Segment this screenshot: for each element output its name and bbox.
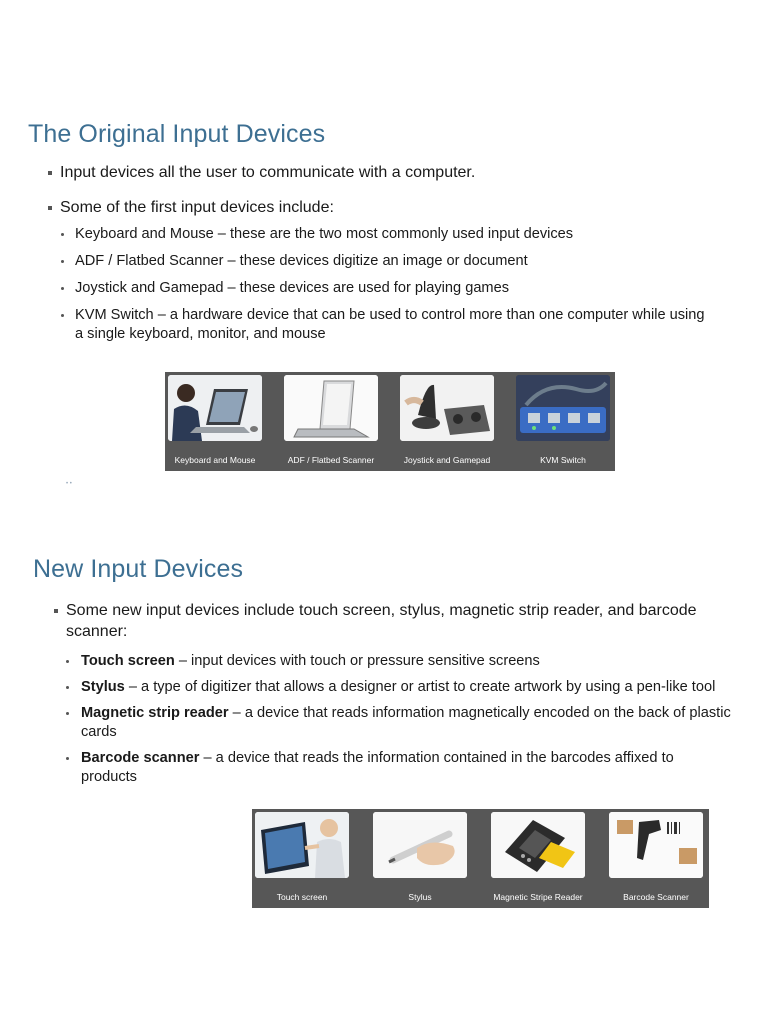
- stylus-tile: [373, 812, 467, 905]
- section-new-input-devices: [0, 555, 768, 787]
- magnetic-reader-tile: [491, 812, 585, 905]
- square-bullet-icon: [48, 206, 52, 210]
- sub-bullet-item: Stylus – a type of digitizer that allows a designer or artist to create artwork by using a pen-like tool: [0, 678, 716, 697]
- caption: Barcode Scanner: [623, 892, 689, 902]
- caption: Joystick and Gamepad: [403, 455, 491, 465]
- touch-screen-tile: [255, 812, 349, 905]
- caption: ADF / Flatbed Scanner: [287, 455, 375, 465]
- joystick-gamepad-image: [400, 375, 494, 441]
- caption: Magnetic Stripe Reader: [493, 892, 583, 902]
- magnetic-stripe-reader-image: [491, 812, 585, 878]
- caption: Keyboard and Mouse: [174, 455, 256, 465]
- image-strip-new: [252, 809, 709, 908]
- caption: Stylus: [408, 892, 432, 902]
- bullet-list: [0, 162, 768, 218]
- dot-bullet-icon: [66, 660, 69, 663]
- dot-bullet-icon: [61, 287, 64, 290]
- sub-bullet-item: ADF / Flatbed Scanner – these devices digitize an image or document: [0, 252, 768, 271]
- laptop-user-image: [168, 375, 262, 441]
- square-bullet-icon: [54, 609, 58, 613]
- image-strip-original: [165, 372, 615, 471]
- barcode-scanner-image: [609, 812, 703, 878]
- joystick-tile: [400, 375, 494, 468]
- sub-bullet-item: KVM Switch – a hardware device that can be used to control more than one computer while using a single keyboard, monitor, and mouse: [0, 306, 715, 344]
- dot-bullet-icon: [61, 260, 64, 263]
- bullet-list: [0, 600, 768, 642]
- touch-screen-image: [255, 812, 349, 878]
- sub-bullet-item: Keyboard and Mouse – these are the two most commonly used input devices: [0, 225, 768, 244]
- dot-bullet-icon: [61, 233, 64, 236]
- dot-bullet-icon: [61, 314, 64, 317]
- bullet-item: Some new input devices include touch screen, stylus, magnetic strip reader, and barcode scanner:: [0, 600, 726, 642]
- sub-bullet-item: Barcode scanner – a device that reads the information contained in the barcodes affixed to products: [0, 749, 721, 787]
- section-title: New Input Devices: [33, 555, 244, 583]
- bullet-item: Input devices all the user to communicate with a computer.: [0, 162, 768, 183]
- stylus-image: [373, 812, 467, 878]
- caption: Touch screen: [276, 892, 328, 902]
- flatbed-scanner-image: [284, 375, 378, 441]
- dot-bullet-icon: [66, 757, 69, 760]
- sub-bullet-list: [0, 225, 768, 344]
- bullet-item: Some of the first input devices include:: [0, 197, 768, 218]
- dot-bullet-icon: [66, 712, 69, 715]
- scanner-tile: [284, 375, 378, 468]
- kvm-tile: [516, 375, 610, 468]
- section-title: The Original Input Devices: [28, 120, 326, 148]
- decorative-dots: • •: [66, 481, 72, 487]
- sub-bullet-list: [0, 652, 768, 787]
- sub-bullet-item: Joystick and Gamepad – these devices are used for playing games: [0, 279, 768, 298]
- sub-bullet-item: Magnetic strip reader – a device that reads information magnetically encoded on the back of plastic cards: [0, 704, 741, 742]
- barcode-scanner-tile: [609, 812, 703, 905]
- sub-bullet-item: Touch screen – input devices with touch or pressure sensitive screens: [0, 652, 768, 671]
- caption: KVM Switch: [540, 455, 586, 465]
- kvm-switch-image: [516, 375, 610, 441]
- keyboard-mouse-tile: [168, 375, 262, 468]
- square-bullet-icon: [48, 171, 52, 175]
- section-original-input-devices: [0, 120, 768, 344]
- dot-bullet-icon: [66, 686, 69, 689]
